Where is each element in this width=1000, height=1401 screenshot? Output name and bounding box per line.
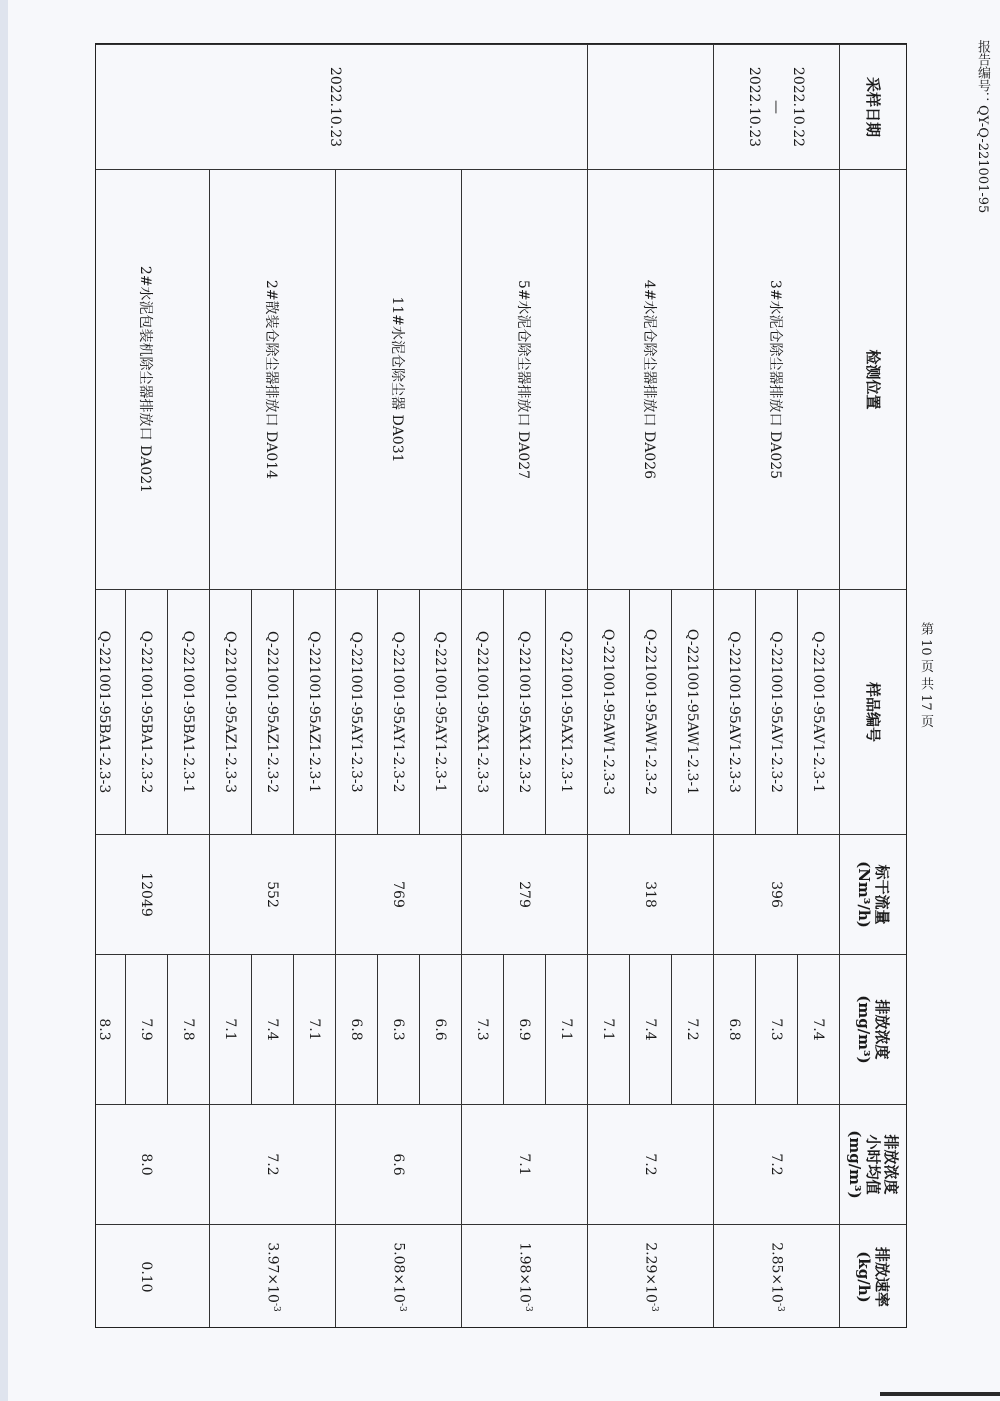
concentration-cell: 7.1 [546,955,588,1105]
rate-exponent: -3 [774,1302,785,1312]
date-text: 2022.10.22 [790,66,807,148]
sample-id-cell: Q-221001-95BA1-2.3-1 [168,590,210,835]
concentration-cell: 6.9 [504,955,546,1105]
rate-exponent: -3 [396,1302,407,1312]
header-concentration: 排放浓度 (mg/m³) [840,955,908,1105]
location-cell: 3#水泥仓除尘器排放口 DA025 [714,170,840,590]
rate-exponent: -3 [522,1302,533,1312]
date-cell [95,45,588,170]
hourly-average-cell: 8.0 [95,1105,210,1225]
data-table-frame [95,43,907,1328]
emission-rate-cell [588,1225,714,1329]
sample-id-cell: Q-221001-95AY1-2.3-3 [336,590,378,835]
date-text: — [768,100,785,114]
hourly-average-cell: 7.2 [714,1105,840,1225]
table-row [798,45,840,1329]
emission-rate-cell [462,1225,588,1329]
flow-cell: 769 [336,835,462,955]
page-footer: 第 10 页 共 17 页 [918,622,933,728]
header-emission-rate: 排放速率 (kg/h) [840,1225,908,1329]
concentration-cell: 7.1 [588,955,630,1105]
header-sample-id: 样品编号 [840,590,908,835]
sample-id-cell: Q-221001-95AX1-2.3-2 [504,590,546,835]
sample-id-cell: Q-221001-95AW1-2.3-2 [630,590,672,835]
date-cell [588,45,714,170]
sample-id-cell: Q-221001-95BA1-2.3-2 [126,590,168,835]
flow-cell: 12049 [95,835,210,955]
concentration-cell: 7.4 [630,955,672,1105]
flow-cell: 552 [210,835,336,955]
location-cell: 5#水泥仓除尘器排放口 DA027 [462,170,588,590]
emission-rate-cell [210,1225,336,1329]
table-row [546,45,588,1329]
sample-id-cell: Q-221001-95AV1-2.3-3 [714,590,756,835]
concentration-cell: 8.3 [95,955,126,1105]
sample-id-cell: Q-221001-95AX1-2.3-1 [546,590,588,835]
emission-rate-cell [336,1225,462,1329]
table-row [168,45,210,1329]
hourly-average-cell: 7.1 [462,1105,588,1225]
sample-id-cell: Q-221001-95AX1-2.3-3 [462,590,504,835]
concentration-cell: 7.2 [672,955,714,1105]
concentration-cell: 7.3 [756,955,798,1105]
sample-id-cell: Q-221001-95AZ1-2.3-2 [252,590,294,835]
header-location: 检测位置 [840,170,908,590]
rate-value: 3.97×10 [264,1242,281,1303]
sample-id-cell: Q-221001-95AY1-2.3-2 [378,590,420,835]
sample-id-cell: Q-221001-95AV1-2.3-2 [756,590,798,835]
concentration-cell: 7.4 [252,955,294,1105]
table-body [95,45,840,1329]
sample-id-cell: Q-221001-95AZ1-2.3-3 [210,590,252,835]
concentration-cell: 6.6 [420,955,462,1105]
sample-id-cell: Q-221001-95AW1-2.3-1 [672,590,714,835]
sample-id-cell: Q-221001-95BA1-2.3-3 [95,590,126,835]
sample-id-cell: Q-221001-95AW1-2.3-3 [588,590,630,835]
date-text: 2022.10.23 [327,66,344,148]
rate-value: 0.10 [138,1261,155,1293]
concentration-cell: 7.3 [462,955,504,1105]
header-flow: 标干流量 (Nm³/h) [840,835,908,955]
rate-exponent: -3 [270,1302,281,1312]
emission-rate-cell [95,1225,210,1329]
rotated-table-wrapper [96,44,907,1328]
concentration-cell: 7.4 [798,955,840,1105]
hourly-average-cell: 6.6 [336,1105,462,1225]
concentration-cell: 7.8 [168,955,210,1105]
emission-data-table [95,44,907,1328]
location-cell: 2#水泥包装机除尘器排放口 DA021 [95,170,210,590]
location-cell: 11#水泥仓除尘器 DA031 [336,170,462,590]
flow-cell: 396 [714,835,840,955]
concentration-cell: 7.9 [126,955,168,1105]
scan-mark [880,1392,1000,1396]
sample-id-cell: Q-221001-95AY1-2.3-1 [420,590,462,835]
rate-value: 1.98×10 [516,1242,533,1303]
header-hourly-average: 排放浓度 小时均值 (mg/m³) [840,1105,908,1225]
flow-cell: 279 [462,835,588,955]
rate-exponent: -3 [648,1302,659,1312]
concentration-cell: 6.3 [378,955,420,1105]
header-date: 采样日期 [840,45,908,170]
emission-rate-cell [714,1225,840,1329]
date-text: 2022.10.23 [746,66,763,148]
rate-value: 2.29×10 [642,1242,659,1303]
concentration-cell: 7.1 [294,955,336,1105]
sample-id-cell: Q-221001-95AV1-2.3-1 [798,590,840,835]
date-cell [714,45,840,170]
table-row [294,45,336,1329]
report-number: 报告编号：QY-Q-221001-95 [975,40,990,214]
table-row [672,45,714,1329]
location-cell: 4#水泥仓除尘器排放口 DA026 [588,170,714,590]
concentration-cell: 6.8 [714,955,756,1105]
flow-cell: 318 [588,835,714,955]
concentration-cell: 7.1 [210,955,252,1105]
hourly-average-cell: 7.2 [210,1105,336,1225]
concentration-cell: 6.8 [336,955,378,1105]
sample-id-cell: Q-221001-95AZ1-2.3-1 [294,590,336,835]
scan-edge [0,0,8,1401]
hourly-average-cell: 7.2 [588,1105,714,1225]
location-cell: 2#散装仓除尘器排放口 DA014 [210,170,336,590]
table-row [420,45,462,1329]
header-row [840,45,908,1329]
rate-value: 2.85×10 [768,1242,785,1303]
rate-value: 5.08×10 [390,1242,407,1303]
